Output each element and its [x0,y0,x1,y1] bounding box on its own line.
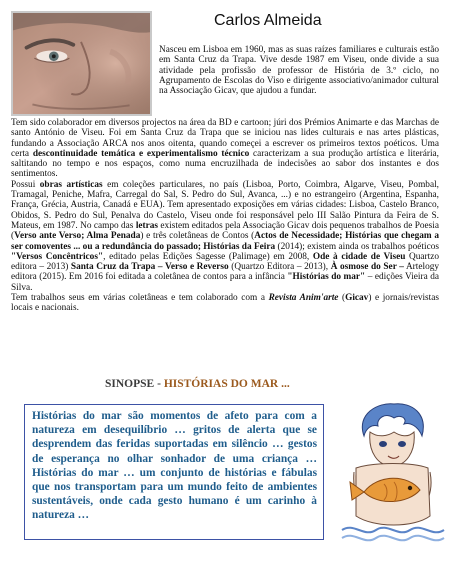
bio-text-run: descontinuidade temática e experimentalismo técnico [32,148,250,159]
bio-text-run: Tem sido colaborador em diversos projectos na área da BD e cartoon; júri dos Prémios Animarte e das Marchas de santo António de Viseu. Foi em Santa Cruz da Trapa que se iniciou nas lides culturais e nas artes plásticas, fundando a Associação ARCA nos anos oitenta, quando começei a escrever os primeiros textos poéticos. Uma certa [11,118,439,159]
bio-text-run: (Quartzo Editora – 2013), [228,262,331,273]
author-biography [11,118,439,314]
synopsis-box [24,404,324,540]
bio-text-run: Artelogy editora (2015). Em 2016 foi editada a coletânea de contos para a infância [11,262,440,283]
bio-text-run: obras artísticas [39,179,103,190]
synopsis-book-title: HISTÓRIAS DO MAR ... [163,378,290,390]
bio-text-run: existem editados pela Associação Gicav dois pequenos trabalhos de Poesia ( [11,220,439,242]
bio-paragraph-works [11,180,439,293]
bio-text-run: Tem trabalhos seus em várias coletâneas e tem colaborado com a [11,293,269,304]
bio-text-run: caracterizam a sua produção artística e literária, saltitando no tempo e nos espaços, como numa encruzilhada de indecisões ao sabor dos instantes e dos sentimentos. [11,148,439,180]
bio-text-run: ) e três coletâneas de Contos ( [140,231,255,242]
bio-text-run: Possui [11,179,40,190]
book-illustration [334,396,446,544]
bio-paragraph-career [11,118,439,180]
bio-text-run: Quartzo editora – 2013) [11,251,439,273]
bio-text-run: Actos de Necessidade; Histórias que chegam a ser comoventes ... ou a redundância do passado; Histórias da Feira [11,231,439,252]
author-intro: Nasceu em Lisboa em 1960, mas as suas raízes familiares e culturais estão em Santa Cruz da Trapa. Vive desde 1987 em Viseu, onde divide a sua atividade pela profissão de professor de História de 3.º ciclo, no Agrupamento de Escolas do Viso e dirigente associativo/animador cultural na Associação Gicav, que ajudou a fundar. [159,45,439,97]
bio-text-run: , editado pelas Edições Sagesse (Palimage) em 2008, [103,251,313,262]
bio-text-run: ( [338,293,346,304]
author-photo [11,11,152,116]
bio-text-run: Santa Cruz da Trapa – Verso e Reverso [70,262,229,273]
bio-text-run: "Histórias do mar" [287,272,366,283]
synopsis-text: Histórias do mar são momentos de afeto para com a natureza em desequilíbrio … gritos de alerta que se desprendem das feridas suportadas em silêncio … gestos de esperança no olhar sonhador de uma criança … Histórias do mar … um conjunto de histórias e fábulas que nos transportam para um mundo feito de ambientes sustentáveis, onde cada gesto humano é um carinho à natureza … [32,410,317,522]
bio-text-run: letras [135,220,159,231]
bio-text-run: Ode à cidade de Viseu [312,251,406,262]
synopsis-label: SINOPSE [105,378,155,390]
bio-text-run: Verso ante Verso; Alma Penada [14,231,141,242]
bio-text-run: (2014); existem ainda os trabalhos poéticos [275,241,439,252]
synopsis-separator: - [154,378,164,390]
bio-paragraph-collaborations [11,293,439,314]
bio-text-run: em coleções particulares, no país (Lisboa, Porto, Coimbra, Algarve, Viseu, Pombal, Tramagal, Peniche, Mafra, Carregal do Sal, S. Pedro do Sul, Avanca, ...) e no estrangeiro (Argentina, Espanha, França, Grécia, Austria, Canadá e EUA). Tem apresentado exposições em várias cidades: Lisboa, Castelo Branco, Obidos, S. Pedro do Sul, Penalva do Castelo, Viseu onde foi responsável pelo III Salão Pintura da Feira de S. Mateus, em 1987. No campo das [11,179,439,231]
bio-text-run: Revista Anim'arte [268,293,339,304]
bio-text-run: – edições Vieira da Silva. [11,272,439,293]
synopsis-heading [105,378,290,390]
author-name: Carlos Almeida [214,12,322,29]
bio-text-run: Gicav [345,293,369,304]
bio-text-run: ) e jornais/revistas locais e nacionais. [11,293,439,314]
bio-text-run: "Versos Concêntricos" [11,251,104,262]
bio-text-run: À osmose do Ser – [330,262,404,273]
